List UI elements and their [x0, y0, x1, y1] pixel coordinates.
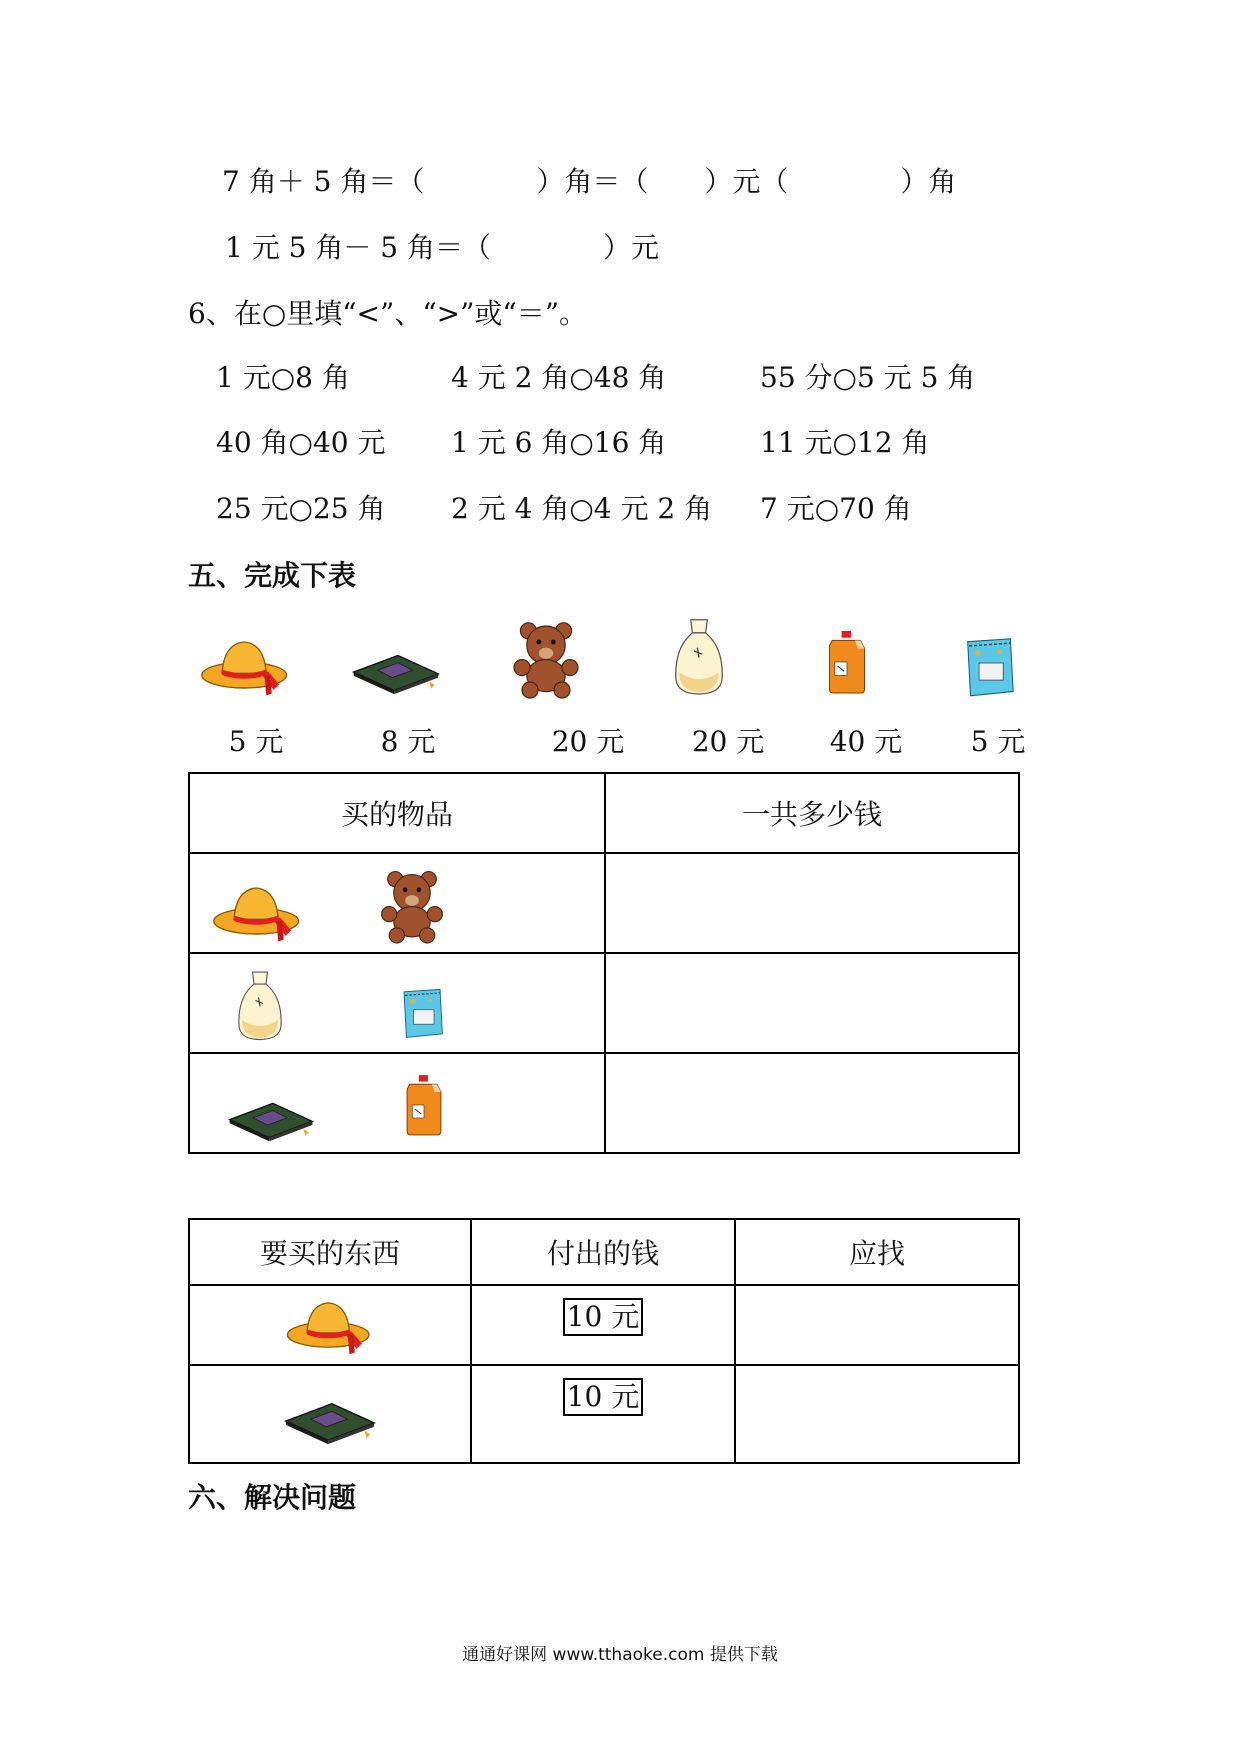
- item-price: 5 元: [970, 725, 1026, 758]
- change-table: [188, 1218, 1020, 1464]
- money-line-1: 7 角＋ 5 角＝（ ）角＝（ ）元（ ）角: [222, 165, 957, 198]
- q6-title: 6、在○里填“<”、“>”或“＝”。: [188, 297, 588, 330]
- teddy-bear-icon: [374, 864, 450, 946]
- teddy-bear-icon: [506, 614, 586, 702]
- snack-bag-icon: [398, 986, 446, 1042]
- table1-header-total: 一共多少钱: [605, 773, 1019, 853]
- snack-bag-icon: [958, 636, 1020, 700]
- table2-header-paid: 付出的钱: [471, 1219, 735, 1285]
- rice-bag-icon: [666, 612, 732, 700]
- table-row: [189, 1365, 1019, 1463]
- comparison-item: 40 角○40 元: [216, 426, 386, 459]
- comparison-item: 1 元○8 角: [216, 361, 350, 394]
- sun-hat-icon: [200, 632, 292, 698]
- notebook-icon: [226, 1098, 316, 1143]
- oil-jug-icon: [398, 1070, 450, 1140]
- table1-answer-cell[interactable]: [605, 953, 1019, 1053]
- page-footer: 通通好课网 www.tthaoke.com 提供下载: [462, 1645, 778, 1665]
- table-row: [189, 853, 1019, 953]
- table1-header-items: 买的物品: [189, 773, 605, 853]
- rice-bag-icon: [230, 962, 290, 1048]
- comparison-item: 1 元 6 角○16 角: [451, 426, 667, 459]
- item-price: 20 元: [691, 725, 765, 758]
- change-answer-cell[interactable]: [735, 1285, 1019, 1365]
- comparison-item: 2 元 4 角○4 元 2 角: [451, 492, 713, 525]
- table-row: [189, 1053, 1019, 1153]
- comparison-item: 4 元 2 角○48 角: [451, 361, 667, 394]
- change-answer-cell[interactable]: [735, 1365, 1019, 1463]
- table1-answer-cell[interactable]: [605, 1053, 1019, 1153]
- paid-amount: 10 元: [563, 1378, 644, 1416]
- comparison-item: 55 分○5 元 5 角: [760, 361, 976, 394]
- paid-amount: 10 元: [563, 1298, 644, 1336]
- purchase-total-table: [188, 772, 1020, 1154]
- comparison-item: 7 元○70 角: [760, 492, 912, 525]
- table-row: [189, 953, 1019, 1053]
- oil-jug-icon: [820, 626, 874, 698]
- comparison-item: 25 元○25 角: [216, 492, 386, 525]
- notebook-icon: [350, 650, 442, 696]
- section-5-title: 五、完成下表: [188, 559, 357, 592]
- item-price: 5 元: [228, 725, 284, 758]
- table1-answer-cell[interactable]: [605, 853, 1019, 953]
- table2-header-change: 应找: [735, 1219, 1019, 1285]
- table2-header-item: 要买的东西: [189, 1219, 471, 1285]
- sun-hat-icon: [284, 1294, 376, 1356]
- item-price: 40 元: [829, 725, 903, 758]
- item-price: 8 元: [380, 725, 436, 758]
- sun-hat-icon: [212, 878, 304, 944]
- table-row: [189, 1285, 1019, 1365]
- section-6-title: 六、解决问题: [188, 1481, 357, 1514]
- notebook-icon: [282, 1395, 378, 1449]
- item-price: 20 元: [551, 725, 625, 758]
- money-line-2: 1 元 5 角－ 5 角＝（ ）元: [225, 231, 659, 264]
- comparison-item: 11 元○12 角: [760, 426, 930, 459]
